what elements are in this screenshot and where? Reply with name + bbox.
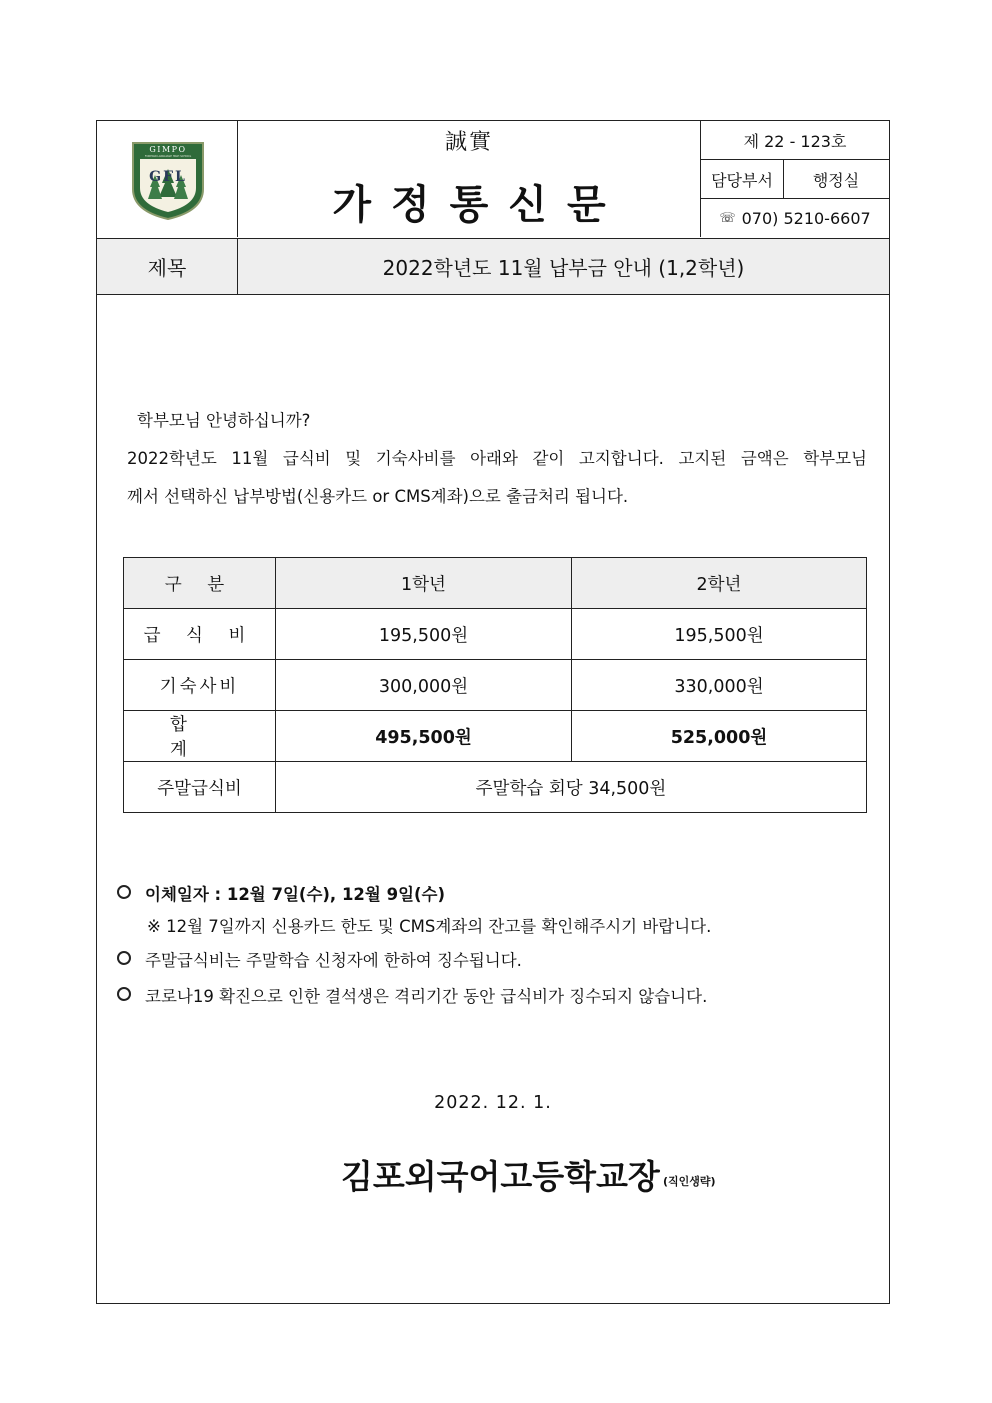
subject-row	[97, 239, 889, 295]
seal-note: (직인생략)	[663, 1175, 716, 1188]
row-label-dorm: 기숙사비	[124, 660, 276, 711]
phone-icon: ☏	[719, 210, 736, 226]
notice-frame	[96, 120, 890, 1304]
meal-grade2: 195,500원	[572, 609, 867, 660]
logo-initials: GFL	[149, 169, 187, 185]
table-row	[124, 660, 867, 711]
phone-row	[701, 199, 889, 237]
subject-text: 2022학년도 11월 납부금 안내 (1,2학년)	[382, 256, 745, 280]
table-header-grade1: 1학년	[276, 558, 572, 609]
title-cell	[238, 121, 701, 237]
header	[97, 121, 889, 239]
subject-label: 제목	[97, 239, 238, 294]
department-value: 행정실	[812, 170, 860, 190]
note-transfer-sub: ※ 12월 7일까지 신용카드 한도 및 CMS계좌의 잔고를 확인해주시기 바랍니다.	[147, 917, 712, 936]
logo-sub-text: FOREIGN LANGUAGE HIGH SCHOOL	[144, 155, 192, 158]
principal-name: 김포외국어고등학교장	[341, 1157, 660, 1196]
note-text: 코로나19 확진으로 인한 결석생은 격리기간 동안 급식비가 징수되지 않습니다.	[145, 987, 708, 1006]
note-covid	[117, 983, 711, 1015]
table-header-category: 구 분	[124, 558, 276, 609]
circle-bullet-icon	[117, 885, 131, 899]
department-row	[701, 160, 889, 199]
table-row	[124, 609, 867, 660]
body-line-1: 2022학년도 11월 급식비 및 기숙사비를 아래와 같이 고지합니다. 고지된 금액은 학부모님	[127, 449, 867, 468]
dorm-grade1: 300,000원	[276, 660, 572, 711]
document-number: 제 22 - 123호	[701, 121, 889, 160]
weekend-meal-value: 주말학습 회당 34,500원	[276, 762, 867, 813]
document-title: 가정통신문	[332, 182, 626, 228]
total-grade2: 525,000원	[572, 711, 867, 762]
phone-number: 070) 5210-6607	[741, 208, 871, 228]
table-row	[124, 711, 867, 762]
motto: 誠實	[444, 130, 493, 155]
greeting: 학부모님 안녕하십니까?	[137, 411, 311, 430]
note-weekend	[117, 947, 711, 979]
note-text: 이체일자 : 12월 7일(수), 12월 9일(수)	[145, 885, 446, 904]
note-text: 주말급식비는 주말학습 신청자에 한하여 징수됩니다.	[145, 951, 522, 970]
table-header-row	[124, 558, 867, 609]
fee-table	[123, 557, 867, 813]
notes	[117, 881, 711, 1015]
info-cell	[701, 121, 889, 237]
row-label-total: 합 계	[124, 711, 276, 762]
school-logo	[131, 141, 205, 221]
logo-top-text: GIMPO	[149, 145, 187, 154]
body-line-2: 께서 선택하신 납부방법(신용카드 or CMS계좌)으로 출금처리 됩니다.	[127, 487, 629, 506]
department-label: 담당부서	[701, 160, 784, 198]
row-label-meal: 급 식 비	[124, 609, 276, 660]
issue-date: 2022. 12. 1.	[434, 1093, 552, 1113]
dorm-grade2: 330,000원	[572, 660, 867, 711]
total-grade1: 495,500원	[276, 711, 572, 762]
circle-bullet-icon	[117, 987, 131, 1001]
meal-grade1: 195,500원	[276, 609, 572, 660]
table-header-grade2: 2학년	[572, 558, 867, 609]
table-row	[124, 762, 867, 813]
logo-cell	[97, 121, 238, 237]
row-label-weekend: 주말급식비	[124, 762, 276, 813]
note-transfer-dates	[117, 881, 711, 913]
circle-bullet-icon	[117, 951, 131, 965]
